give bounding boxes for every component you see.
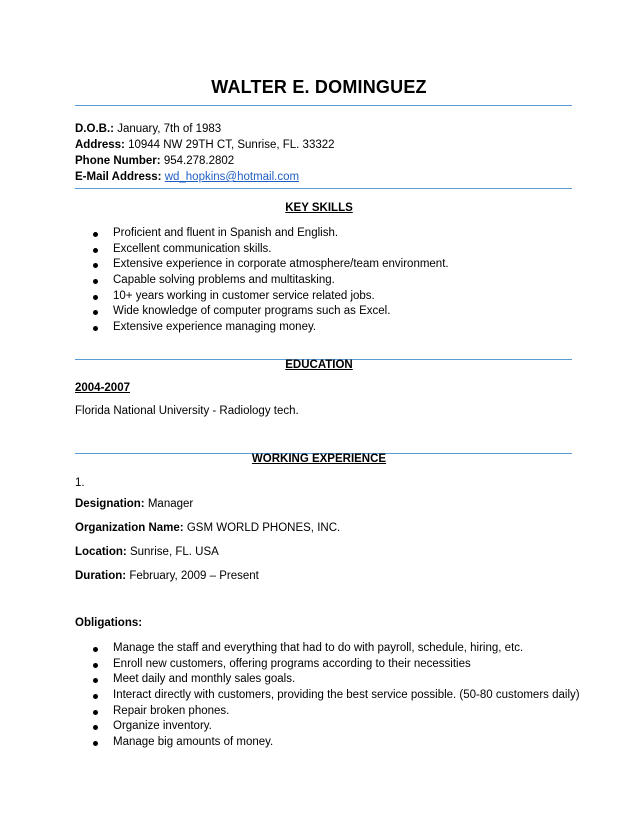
email-link[interactable]: wd_hopkins@hotmail.com [164, 171, 300, 183]
list-item: Capable solving problems and multitasking. [93, 273, 449, 289]
obligations-label: Obligations: [75, 617, 143, 629]
designation-label: Designation: [75, 498, 145, 510]
duration-label: Duration: [75, 570, 127, 582]
phone-value: 954.278.2802 [163, 155, 235, 167]
duration-line [75, 570, 259, 582]
address-value: 10944 NW 29TH CT, Sunrise, FL. 33322 [128, 139, 335, 151]
organization-value: GSM WORLD PHONES, INC. [186, 522, 341, 534]
list-item: Enroll new customers, offering programs according to their necessities [93, 657, 580, 673]
list-item: 10+ years working in customer service related jobs. [93, 289, 449, 305]
list-item: Repair broken phones. [93, 704, 580, 720]
location-value: Sunrise, FL. USA [129, 546, 219, 558]
education-years: 2004-2007 [75, 382, 130, 394]
location-line [75, 546, 219, 558]
experience-heading: WORKING EXPERIENCE [251, 453, 387, 465]
location-label: Location: [75, 546, 127, 558]
obligations-list [93, 641, 580, 751]
dob-label: D.O.B.: [75, 123, 114, 135]
phone-label: Phone Number: [75, 155, 161, 167]
experience-number: 1. [75, 477, 85, 489]
designation-value: Manager [147, 498, 194, 510]
list-item: Wide knowledge of computer programs such as Excel. [93, 304, 449, 320]
education-school: Florida National University - Radiology tech. [75, 405, 299, 417]
organization-label: Organization Name: [75, 522, 184, 534]
list-item: Excellent communication skills. [93, 242, 449, 258]
list-item: Manage big amounts of money. [93, 735, 580, 751]
resume-name: WALTER E. DOMINGUEZ [211, 77, 427, 97]
list-item: Proficient and fluent in Spanish and English. [93, 226, 449, 242]
email-label: E-Mail Address: [75, 171, 162, 183]
contact-info [75, 121, 335, 185]
key-skills-list [93, 226, 449, 336]
list-item: Extensive experience in corporate atmosphere/team environment. [93, 257, 449, 273]
phone-line [75, 153, 335, 169]
address-line [75, 137, 335, 153]
dob-line [75, 121, 335, 137]
address-label: Address: [75, 139, 125, 151]
divider [75, 105, 572, 106]
key-skills-heading: KEY SKILLS [285, 202, 353, 214]
list-item: Organize inventory. [93, 719, 580, 735]
list-item: Interact directly with customers, providing the best service possible. (50-80 customers daily) [93, 688, 580, 704]
list-item: Meet daily and monthly sales goals. [93, 672, 580, 688]
dob-value: January, 7th of 1983 [117, 123, 222, 135]
list-item: Extensive experience managing money. [93, 320, 449, 336]
divider [75, 188, 572, 189]
list-item: Manage the staff and everything that had to do with payroll, schedule, hiring, etc. [93, 641, 580, 657]
email-line [75, 169, 335, 185]
education-heading: EDUCATION [285, 359, 353, 371]
organization-line [75, 522, 340, 534]
duration-value: February, 2009 – Present [129, 570, 259, 582]
designation-line [75, 498, 193, 510]
